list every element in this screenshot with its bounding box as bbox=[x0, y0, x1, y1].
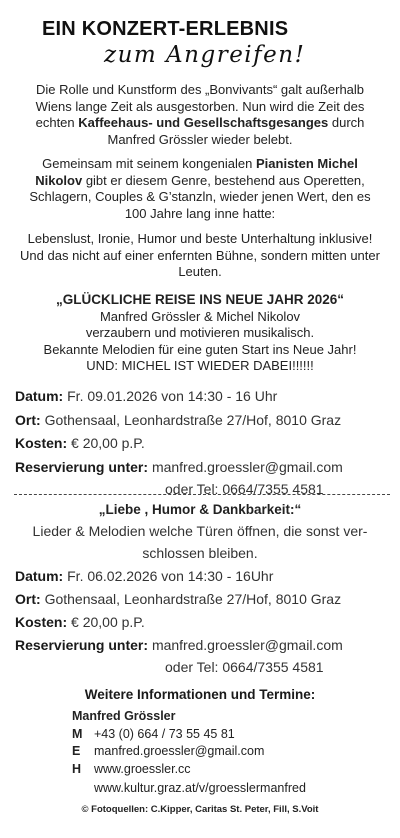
intro-highlight: Kaffeehaus- und Gesellschaftsgesanges bbox=[78, 115, 329, 130]
event1-line: UND: MICHEL IST WIEDER DABEI!!!!!! bbox=[86, 358, 314, 373]
event1-date: Datum: Fr. 09.01.2026 von 14:30 - 16 Uhr bbox=[15, 388, 278, 404]
intro-text: Gemeinsam mit seinem kongenialen bbox=[42, 156, 256, 171]
event2-cost: Kosten: € 20,00 p.P. bbox=[15, 614, 145, 630]
event2-description-line: Lieder & Melodien welche Türen öffnen, die sonst ver- bbox=[32, 523, 368, 539]
event2-phone: oder Tel: 0664/7355 4581 bbox=[165, 659, 324, 675]
event2-description bbox=[0, 520, 400, 564]
event2-description-line: schlossen bleiben. bbox=[142, 545, 258, 561]
event1-reservation: Reservierung unter: manfred.groessler@gmail.com bbox=[15, 459, 343, 475]
event1-cost: Kosten: € 20,00 p.P. bbox=[15, 435, 145, 451]
event2-reservation: Reservierung unter: manfred.groessler@gmail.com bbox=[15, 637, 343, 653]
contact-mobile: M +43 (0) 664 / 73 55 45 81 bbox=[72, 727, 235, 741]
event1-line: Bekannte Melodien für eine guten Start ins Neue Jahr! bbox=[43, 341, 357, 357]
event1-place: Ort: Gothensaal, Leonhardstraße 27/Hof, 8010 Graz bbox=[15, 412, 342, 428]
intro-text: durch Manfred Grössler wieder belebt. bbox=[107, 115, 365, 147]
event2-email-link[interactable]: manfred.groessler@gmail.com bbox=[151, 637, 343, 653]
intro-text: gibt er diesem Genre, bestehend aus Operetten, Schlagern, Couples & G’stanzln, wieder jenen Wert, den es 100 Jahre lang inne hatte: bbox=[29, 172, 371, 221]
event1-line: Manfred Grössler & Michel Nikolov bbox=[99, 308, 301, 324]
intro-text: Die Rolle und Kunstform des „Bonvivants“ galt außerhalb Wiens lange Zeit als ausgestorben. Nun wird die Zeit des echten bbox=[35, 82, 365, 130]
intro-paragraph-3: Lebenslust, Ironie, Humor und beste Unterhaltung inklusive! Und das nicht auf einer enfernten Bühne, sondern mitten unter Leuten. bbox=[20, 231, 380, 279]
mobile-key: M bbox=[72, 727, 83, 741]
event1-email-link[interactable]: manfred.groessler@gmail.com bbox=[151, 459, 343, 475]
email-key: E bbox=[72, 744, 81, 758]
event1-line: verzaubern und motivieren musikalisch. bbox=[85, 325, 315, 340]
intro-highlight: Pianisten Michel Nikolov bbox=[35, 156, 358, 188]
contact-homepage bbox=[72, 761, 191, 778]
contact-email bbox=[72, 743, 264, 760]
photo-credits: © Fotoquellen: C.Kipper, Caritas St. Peter, Fill, S.Voit bbox=[81, 804, 319, 815]
contact-email-link[interactable]: manfred.groessler@gmail.com bbox=[94, 744, 265, 758]
contact-name: Manfred Grössler bbox=[72, 709, 176, 723]
intro-paragraph-2 bbox=[0, 156, 400, 222]
homepage-link[interactable]: www.groessler.cc bbox=[94, 762, 191, 776]
info-heading: Weitere Informationen und Termine: bbox=[84, 687, 316, 702]
event1-intro bbox=[0, 292, 400, 375]
dashed-divider bbox=[14, 494, 390, 495]
homepage-key: H bbox=[72, 762, 82, 776]
event2-date: Datum: Fr. 06.02.2026 von 14:30 - 16Uhr bbox=[15, 568, 274, 584]
event2-title: „Liebe , Humor & Dankbarkeit:“ bbox=[98, 502, 302, 517]
event1-title: „GLÜCKLICHE REISE INS NEUE JAHR 2026“ bbox=[55, 292, 345, 307]
intro-paragraph-1 bbox=[0, 82, 400, 148]
headline-script-subtitle: zum Angreifen! bbox=[104, 42, 306, 68]
event2-place: Ort: Gothensaal, Leonhardstraße 27/Hof, 8010 Graz bbox=[15, 591, 342, 607]
contact-homepage-2[interactable]: www.kultur.graz.at/v/groesslermanfred bbox=[94, 781, 306, 795]
headline: EIN KONZERT-ERLEBNIS bbox=[42, 18, 289, 40]
event1-phone: oder Tel: 0664/7355 4581 bbox=[165, 481, 324, 497]
